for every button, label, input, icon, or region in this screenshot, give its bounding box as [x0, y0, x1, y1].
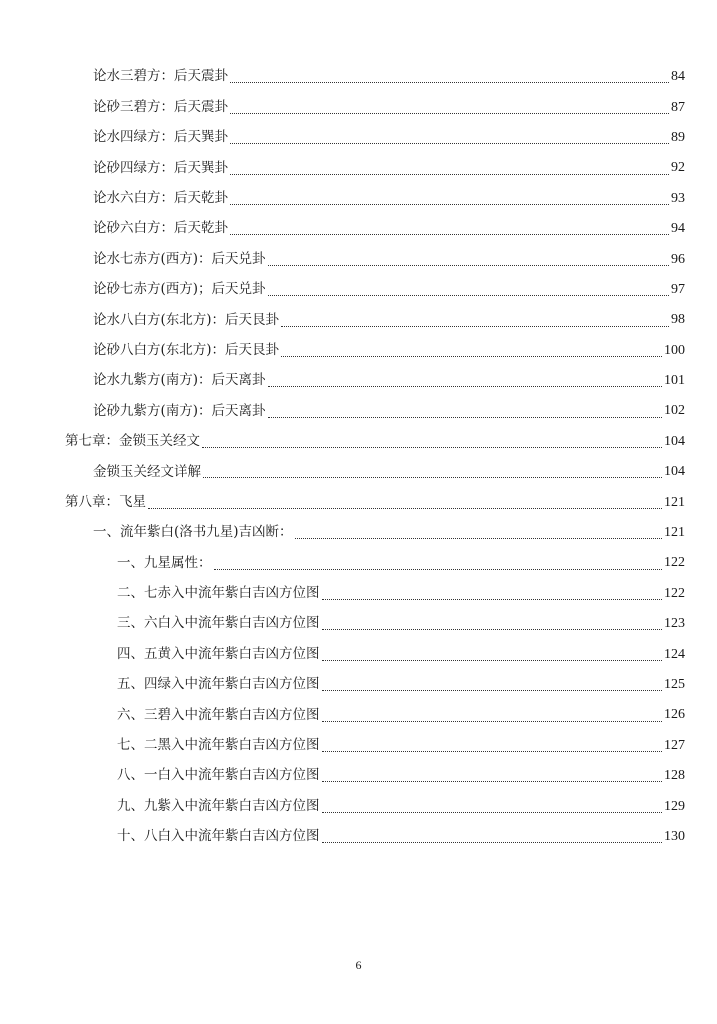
toc-entry-page: 122: [664, 585, 685, 601]
toc-entry-page: 128: [664, 768, 685, 784]
toc-leader-dots: [322, 628, 663, 630]
toc-entry-title: 论砂四绿方：后天巽卦: [93, 159, 228, 176]
toc-entry-title: 第八章：飞星: [65, 493, 146, 510]
toc-entry[interactable]: [0, 153, 717, 183]
toc-entry-page: 89: [671, 129, 685, 145]
toc-leader-dots: [148, 507, 662, 509]
toc-entry-page: 127: [664, 737, 685, 753]
toc-entry-title: 论水八白方(东北方)：后天艮卦: [93, 311, 280, 328]
toc-entry[interactable]: [0, 214, 717, 244]
toc-leader-dots: [322, 720, 663, 722]
toc-leader-dots: [268, 294, 669, 296]
toc-entry[interactable]: [0, 62, 717, 92]
toc-entry[interactable]: [0, 275, 717, 305]
toc-entry-title: 三、六白入中流年紫白吉凶方位图: [117, 615, 320, 632]
toc-entry-page: 126: [664, 707, 685, 723]
toc-entry-page: 94: [671, 221, 685, 237]
toc-entry-page: 93: [671, 190, 685, 206]
toc-subentry[interactable]: [0, 822, 717, 852]
toc-leader-dots: [268, 264, 669, 266]
toc-leader-dots: [295, 537, 662, 539]
toc-entry-page: 121: [664, 525, 685, 541]
toc-entry-page: 84: [671, 69, 685, 85]
toc-entry-page: 121: [664, 494, 685, 510]
toc-entry-title: 九、九紫入中流年紫白吉凶方位图: [117, 797, 320, 814]
toc-entry-page: 101: [664, 373, 685, 389]
toc-entry[interactable]: [0, 305, 717, 335]
toc-subentry[interactable]: [0, 609, 717, 639]
toc-entry-page: 87: [671, 99, 685, 115]
toc-entry-page: 130: [664, 828, 685, 844]
toc-subentry[interactable]: [0, 639, 717, 669]
toc-entry-title: 论水六白方：后天乾卦: [93, 190, 228, 206]
toc-entry[interactable]: [0, 336, 717, 366]
toc-entry-title: 论水七赤方(西方)：后天兑卦: [93, 250, 266, 267]
toc-entry[interactable]: [0, 366, 717, 396]
toc-entry-title: 论砂九紫方(南方)：后天离卦: [93, 402, 266, 419]
toc-entry-page: 129: [664, 798, 685, 814]
toc-leader-dots: [322, 689, 663, 691]
page-number: 6: [355, 958, 362, 972]
toc-leader-dots: [230, 81, 669, 83]
toc-entry-page: 96: [671, 251, 685, 267]
toc-entry-page: 124: [664, 646, 685, 662]
toc-entry-title: 七、二黑入中流年紫白吉凶方位图: [117, 737, 320, 754]
toc-entry-title: 金锁玉关经文详解: [93, 463, 201, 480]
toc-entry-title: 六、三碧入中流年紫白吉凶方位图: [117, 706, 320, 723]
toc-leader-dots: [322, 750, 663, 752]
toc-entry-page: 125: [664, 677, 685, 692]
toc-entry[interactable]: [0, 518, 717, 548]
toc-subentry[interactable]: [0, 791, 717, 821]
toc-entry-page: 102: [664, 403, 685, 419]
toc-entry-title: 二、七赤入中流年紫白吉凶方位图: [117, 585, 320, 602]
toc-leader-dots: [230, 173, 669, 175]
toc-leader-dots: [230, 142, 669, 144]
toc-leader-dots: [203, 476, 662, 478]
toc-entry-title: 四、五黄入中流年紫白吉凶方位图: [117, 645, 320, 662]
toc-entry-page: 123: [664, 616, 685, 632]
toc-subentry[interactable]: [0, 548, 717, 578]
toc-leader-dots: [230, 203, 669, 205]
toc-leader-dots: [214, 568, 663, 570]
toc-leader-dots: [322, 780, 663, 782]
toc-entry-page: 104: [664, 433, 685, 449]
toc-subentry[interactable]: [0, 761, 717, 791]
toc-entry-title: 论砂八白方(东北方)：后天艮卦: [93, 341, 280, 358]
toc-entry[interactable]: [0, 92, 717, 122]
toc-entry-title: 五、四绿入中流年紫白吉凶方位图: [117, 676, 320, 693]
toc-entry[interactable]: [0, 244, 717, 274]
toc-subentry[interactable]: [0, 579, 717, 609]
toc-entry-page: 92: [671, 160, 685, 176]
toc-entry-page: 98: [671, 312, 685, 328]
toc-entry-title: 论水九紫方(南方)：后天离卦: [93, 372, 266, 389]
toc-entry-title: 论砂三碧方：后天震卦: [93, 98, 228, 115]
toc-subentry[interactable]: [0, 731, 717, 761]
toc-entry-title: 一、流年紫白(洛书九星)吉凶断：: [93, 524, 293, 541]
toc-leader-dots: [230, 112, 669, 114]
toc-leader-dots: [322, 598, 663, 600]
toc-entry-page: 122: [664, 555, 685, 571]
toc-entry-page: 100: [664, 342, 685, 358]
toc-entry-title: 一、九星属性：: [117, 554, 212, 571]
toc-entry-title: 论水四绿方：后天巽卦: [93, 129, 228, 146]
toc-entry[interactable]: [0, 396, 717, 426]
toc-leader-dots: [281, 325, 669, 327]
toc-entry-title: 十、八白入中流年紫白吉凶方位图: [117, 828, 320, 845]
toc-leader-dots: [322, 659, 663, 661]
toc-chapter-entry[interactable]: [0, 487, 717, 517]
toc-leader-dots: [202, 446, 662, 448]
toc-entry-title: 论砂六白方：后天乾卦: [93, 220, 228, 237]
toc-entry[interactable]: [0, 457, 717, 487]
toc-entry-title: 论水三碧方：后天震卦: [93, 68, 228, 85]
toc-entry-title: 八、一白入中流年紫白吉凶方位图: [117, 767, 320, 784]
toc-leader-dots: [268, 416, 662, 418]
toc-entry[interactable]: [0, 184, 717, 214]
toc-subentry[interactable]: [0, 700, 717, 730]
toc-leader-dots: [281, 355, 662, 357]
toc-leader-dots: [268, 385, 662, 387]
toc-entry-title: 论砂七赤方(西方)；后天兑卦: [93, 281, 266, 298]
toc-subentry[interactable]: [0, 670, 717, 700]
toc-chapter-entry[interactable]: [0, 427, 717, 457]
toc-entry-page: 97: [671, 281, 685, 297]
toc-leader-dots: [322, 811, 663, 813]
toc-entry[interactable]: [0, 123, 717, 153]
toc-leader-dots: [230, 233, 669, 235]
toc-entry-page: 104: [664, 464, 685, 480]
table-of-contents: [0, 62, 717, 852]
toc-entry-title: 第七章：金锁玉关经文: [65, 433, 200, 450]
toc-leader-dots: [322, 841, 663, 843]
